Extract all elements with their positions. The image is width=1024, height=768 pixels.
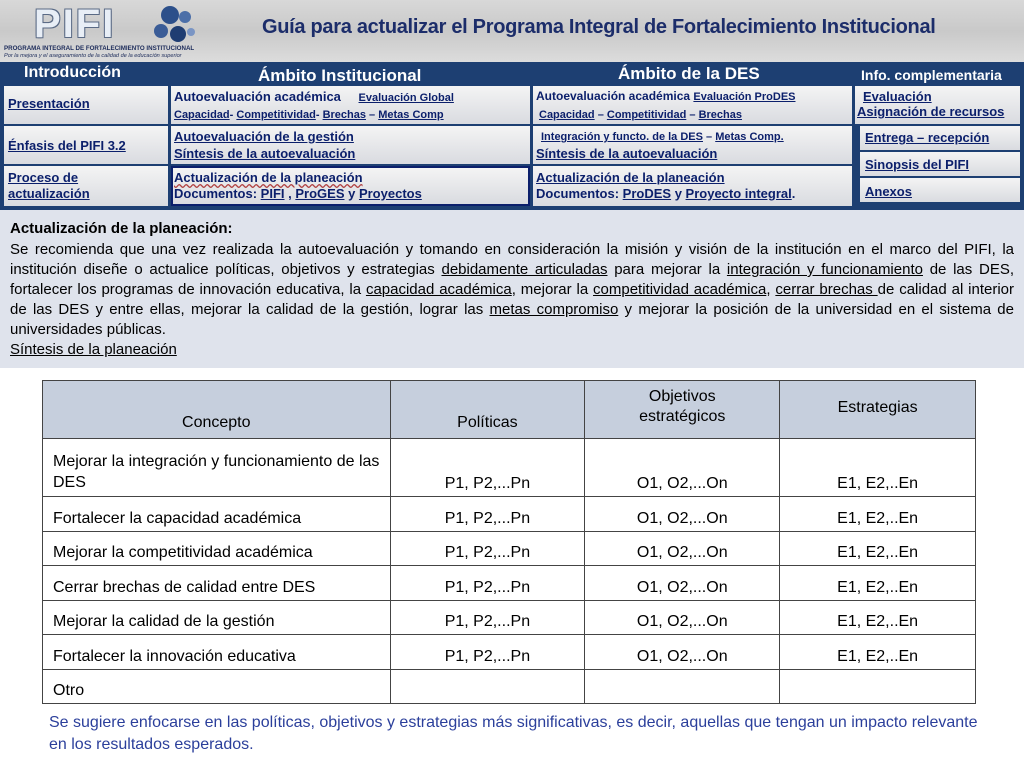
table-row <box>43 600 976 635</box>
inst-competitividad-link[interactable]: Competitividad <box>236 109 316 121</box>
des-evaluacion-prodes-link[interactable]: Evaluación ProDES <box>693 91 796 103</box>
nav-cell-inst-autoevaluacion <box>171 86 530 124</box>
table-row <box>43 439 976 497</box>
table-row <box>43 531 976 566</box>
des-sep-1: – <box>594 109 607 121</box>
nav-cell-des-planeacion <box>533 166 852 206</box>
row-objetivos: O1, O2,...On <box>585 531 780 566</box>
row-objetivos: O1, O2,...On <box>585 497 780 532</box>
row-estrategias: E1, E2,..En <box>780 439 976 497</box>
row-politicas: P1, P2,...Pn <box>390 600 585 635</box>
des-competitividad-link[interactable]: Competitividad <box>606 109 687 121</box>
nav-header-ambito-des[interactable]: Ámbito de la DES <box>618 64 760 83</box>
desc-text-1: Se recomienda que una vez realizada la autoevaluación y tomando en consideración la misión y visión de la institución en el marco del PIFI, la institución diseñe o actualice políticas, objetivos y estrategias <box>10 241 1014 278</box>
desc-text-4: , mejorar la <box>511 281 594 298</box>
desc-link-articuladas[interactable]: debidamente articuladas <box>441 261 608 278</box>
inst-capacidad-link[interactable]: Capacidad <box>174 109 230 121</box>
desc-link-integracion[interactable]: integración y funcionamiento <box>726 261 923 278</box>
inst-actualizacion-planeacion[interactable]: Actualización de la planeación <box>174 170 363 185</box>
row-objetivos <box>585 669 780 704</box>
header-objetivos: Objetivos estratégicos <box>585 381 780 439</box>
row-objetivos: O1, O2,...On <box>585 600 780 635</box>
inst-brechas-link[interactable]: Brechas <box>322 109 366 121</box>
table-header-row <box>43 381 976 439</box>
row-estrategias: E1, E2,..En <box>780 531 976 566</box>
nav-header-ambito-institucional[interactable]: Ámbito Institucional <box>258 66 422 85</box>
enfasis-link[interactable]: Énfasis del PIFI 3.2 <box>8 138 126 153</box>
description-title: Actualización de la planeación: <box>10 220 233 237</box>
desc-text-7: y mejorar la posición de la universidad en el sistema de universidades públicas. <box>10 301 1014 338</box>
des-sep-3: – <box>702 131 716 143</box>
row-objetivos: O1, O2,...On <box>585 566 780 601</box>
header-estrategias: Estrategias <box>780 381 976 439</box>
sintesis-planeacion-link[interactable]: Síntesis de la planeación <box>10 341 177 358</box>
footer-note: Se sugiere enfocarse en las políticas, objetivos y estrategias más significativas, es decir, aquellas que tengan un impacto relevante en los resultados esperados. <box>49 714 978 753</box>
des-integracion-link[interactable]: Integración y functo. de la DES <box>541 131 703 143</box>
row-estrategias: E1, E2,..En <box>780 497 976 532</box>
inst-autoevaluacion-academica: Autoevaluación académica <box>174 89 341 104</box>
logo-wordmark: PIFI <box>34 2 116 46</box>
inst-proyectos-link[interactable]: Proyectos <box>358 186 422 201</box>
row-objetivos: O1, O2,...On <box>585 635 780 670</box>
nav-cell-des-integracion <box>533 126 852 164</box>
navigation-grid <box>0 62 1024 210</box>
des-prodes-link[interactable]: ProDES <box>622 186 672 201</box>
row-politicas: P1, P2,...Pn <box>390 439 585 497</box>
anexos-link[interactable]: Anexos <box>865 184 912 199</box>
desc-text-5: , <box>766 281 776 298</box>
desc-text-6: de calidad al interior de las DES y entre ellas, mejorar la calidad de la gestión, lograr las <box>10 281 1015 318</box>
row-estrategias <box>780 669 976 704</box>
row-concepto: Mejorar la competitividad académica <box>43 531 391 566</box>
desc-link-competitividad[interactable]: competitividad académica <box>593 281 767 298</box>
row-politicas: P1, P2,...Pn <box>390 635 585 670</box>
nav-header-info-complementaria[interactable]: Info. complementaria <box>861 67 1002 83</box>
inst-pifi-link[interactable]: PIFI <box>260 186 285 201</box>
table-row <box>43 669 976 704</box>
planning-table <box>42 380 976 704</box>
description-panel <box>0 210 1024 368</box>
row-politicas: P1, P2,...Pn <box>390 497 585 532</box>
table-row <box>43 566 976 601</box>
proceso-link-line1[interactable]: Proceso de <box>8 170 79 185</box>
nav-header-introduccion[interactable]: Introducción <box>24 64 121 81</box>
row-politicas: P1, P2,...Pn <box>390 531 585 566</box>
desc-link-metas[interactable]: metas compromiso <box>489 301 619 318</box>
logo-subtitle: PROGRAMA INTEGRAL DE FORTALECIMIENTO INSTITUCIONAL <box>4 45 195 52</box>
des-capacidad-link[interactable]: Capacidad <box>539 109 595 121</box>
table-row <box>43 635 976 670</box>
inst-metas-link[interactable]: Metas Comp <box>378 109 444 121</box>
proceso-link-line2[interactable]: actualización <box>8 186 90 201</box>
nav-cell-enfasis[interactable] <box>4 126 168 164</box>
nav-cell-entrega[interactable] <box>860 126 1020 150</box>
desc-link-capacidad[interactable]: capacidad académica <box>365 281 512 298</box>
inst-sep-1: - <box>229 109 237 121</box>
inst-documentos-label: Documentos: <box>174 186 261 201</box>
des-doc-period: . <box>791 186 796 201</box>
row-concepto: Mejorar la integración y funcionamiento de las DES <box>43 439 391 497</box>
row-concepto: Otro <box>43 669 391 704</box>
molecule-logo-icon <box>150 4 196 44</box>
row-politicas: P1, P2,...Pn <box>390 566 585 601</box>
desc-link-brechas[interactable]: cerrar brechas <box>775 281 878 298</box>
des-proyecto-integral-link[interactable]: Proyecto integral <box>685 186 792 201</box>
inst-doc-sep-2: y <box>344 186 359 201</box>
row-estrategias: E1, E2,..En <box>780 635 976 670</box>
nav-cell-evaluacion[interactable] <box>855 86 1020 124</box>
nav-cell-inst-gestion <box>171 126 530 164</box>
row-concepto: Cerrar brechas de calidad entre DES <box>43 566 391 601</box>
des-doc-sep: y <box>671 186 686 201</box>
row-politicas <box>390 669 585 704</box>
row-estrategias: E1, E2,..En <box>780 566 976 601</box>
presentacion-link[interactable]: Presentación <box>8 96 90 111</box>
inst-proges-link[interactable]: ProGES <box>295 186 345 201</box>
des-autoevaluacion-academica: Autoevaluación académica <box>536 89 694 103</box>
description-body <box>10 240 1014 360</box>
des-brechas-link[interactable]: Brechas <box>698 109 742 121</box>
row-concepto: Mejorar la calidad de la gestión <box>43 600 391 635</box>
asignacion-recursos-link[interactable]: Asignación de recursos <box>857 104 1005 119</box>
inst-evaluacion-global-link[interactable]: Evaluación Global <box>358 92 454 104</box>
row-objetivos: O1, O2,...On <box>585 439 780 497</box>
header-concepto: Concepto <box>43 381 391 439</box>
des-documentos-label: Documentos: <box>536 186 623 201</box>
desc-text-3: de las DES, fortalecer los programas de innovación educativa, la <box>10 261 1014 298</box>
table-row <box>43 497 976 532</box>
des-metas-link[interactable]: Metas Comp. <box>715 131 784 143</box>
desc-text-2: para mejorar la <box>607 261 727 278</box>
inst-sep-2: - <box>315 109 323 121</box>
evaluacion-link[interactable]: Evaluación <box>863 89 932 104</box>
nav-cell-proceso[interactable] <box>4 166 168 206</box>
des-sep-2: – <box>686 109 699 121</box>
nav-cell-inst-planeacion-selected <box>171 166 530 206</box>
inst-sep-3: – <box>365 109 379 121</box>
page-title: Guía para actualizar el Programa Integral de Fortalecimiento Institucional <box>262 16 936 38</box>
inst-sintesis-link[interactable]: Síntesis de la autoevaluación <box>174 146 356 161</box>
des-actualizacion-planeacion-link[interactable]: Actualización de la planeación <box>536 170 725 185</box>
row-concepto: Fortalecer la capacidad académica <box>43 497 391 532</box>
pifi-logo <box>4 2 200 60</box>
inst-autoevaluacion-gestion-link[interactable]: Autoevaluación de la gestión <box>174 129 354 144</box>
row-concepto: Fortalecer la innovación educativa <box>43 635 391 670</box>
nav-cell-sinopsis[interactable] <box>860 152 1020 176</box>
sinopsis-link[interactable]: Sinopsis del PIFI <box>865 157 970 172</box>
inst-doc-sep-1: , <box>284 186 296 201</box>
nav-cell-presentacion[interactable] <box>4 86 168 124</box>
nav-cell-des-autoevaluacion <box>533 86 852 124</box>
row-estrategias: E1, E2,..En <box>780 600 976 635</box>
header-politicas: Políticas <box>390 381 585 439</box>
entrega-recepcion-link[interactable]: Entrega – recepción <box>865 130 990 145</box>
logo-slogan: Por la mejora y el aseguramiento de la calidad de la educación superior <box>4 53 182 59</box>
header-banner <box>0 0 1024 62</box>
des-sintesis-link[interactable]: Síntesis de la autoevaluación <box>536 146 718 161</box>
nav-cell-anexos[interactable] <box>860 178 1020 202</box>
